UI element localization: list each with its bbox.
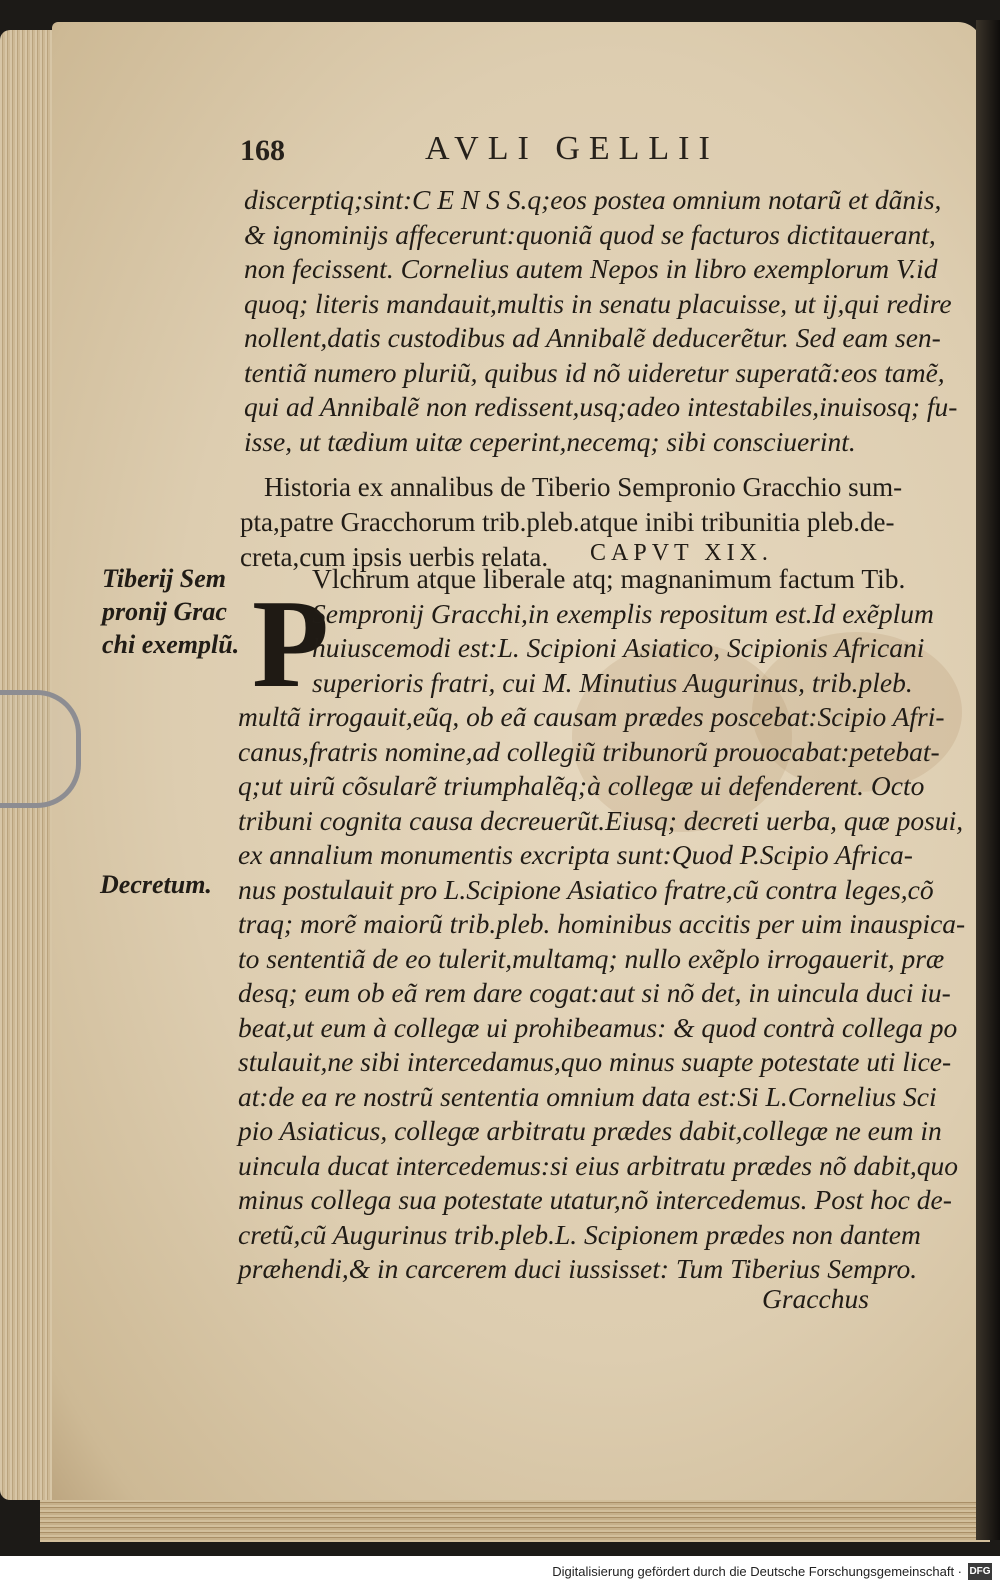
text-line: stulauit,ne sibi intercedamus,quo minus suapte potestate uti lice- bbox=[238, 1046, 952, 1077]
text-line: Vlchrum atque liberale atq; magnanimum factum Tib. bbox=[312, 563, 906, 594]
text-block-top bbox=[244, 183, 957, 459]
text-block-main bbox=[238, 700, 965, 1287]
text-line: desq; eum ob eã rem dare cogat:aut si nõ det, in uincula duci iu- bbox=[238, 977, 951, 1008]
text-line: non fecissent. Cornelius autem Nepos in libro exemplorum V.id bbox=[244, 253, 938, 284]
text-line: superioris fratri, cui M. Minutius Augurinus, trib.pleb. bbox=[312, 666, 913, 698]
text-line: & ignominijs affecerunt:quoniã quod se facturos dictitauerant, bbox=[244, 218, 936, 250]
text-block-indented bbox=[312, 562, 934, 700]
heading-line: pta,patre Gracchorum trib.pleb.atque inibi tribunitia pleb.de- bbox=[240, 507, 895, 537]
page-bottom-edge bbox=[40, 1500, 990, 1542]
margin-note-line: pronij Grac bbox=[102, 597, 227, 626]
text-line: Sempronij Gracchi,in exemplis repositum est.Id exẽplum bbox=[312, 597, 934, 629]
text-line: ex annalium monumentis excripta sunt:Quod P.Scipio Africa- bbox=[238, 839, 913, 870]
text-line: multã irrogauit,eũq, ob eã causam prædes poscebat:Scipio Afri- bbox=[238, 701, 945, 732]
drop-cap: P bbox=[252, 575, 329, 714]
page-number: 168 bbox=[240, 134, 285, 167]
text-line: tribuni cognita causa decreuerũt.Eiusq; decreti uerba, quæ posui, bbox=[238, 804, 964, 836]
text-line: canus,fratris nomine,ad collegiũ tribunorũ prouocabat:petebat- bbox=[238, 735, 940, 767]
heading-line: creta,cum ipsis uerbis relata. bbox=[240, 542, 549, 572]
catchword: Gracchus bbox=[762, 1283, 869, 1314]
text-line: minus collega sua potestate utatur,nõ intercedemus. Post hoc de- bbox=[238, 1184, 952, 1215]
margin-note-line: chi exemplũ. bbox=[102, 630, 240, 659]
dfg-logo-icon: DFG bbox=[968, 1563, 992, 1580]
text-line: quoq; literis mandauit,multis in senatu placuisse, ut ij,qui redire bbox=[244, 287, 952, 319]
heading-line: Historia ex annalibus de Tiberio Sempronio Gracchio sum- bbox=[264, 472, 903, 502]
margin-note bbox=[102, 562, 239, 661]
text-line: q;ut uirũ cõsularẽ triumphalẽq;à collegæ ui defenderent. Octo bbox=[238, 770, 925, 801]
footer-bar bbox=[0, 1556, 1000, 1590]
text-line: to sententiã de eo tulerit,multamq; nullo exẽplo irrogauerit, præ bbox=[238, 942, 945, 974]
text-line: isse, ut tædium uitæ ceperint,necemq; sibi consciuerint. bbox=[244, 425, 856, 457]
running-title: AVLI GELLII bbox=[425, 130, 719, 167]
text-line: tentiã numero pluriũ, quibus id nõ uideretur superatã:eos tamẽ, bbox=[244, 356, 945, 388]
text-line: huiuscemodi est:L. Scipioni Asiatico, Scipionis Africani bbox=[312, 632, 925, 663]
margin-note-line: Tiberij Sem bbox=[102, 564, 226, 593]
text-line: nus postulauit pro L.Scipione Asiatico fratre,cũ contra leges,cõ bbox=[238, 873, 934, 905]
text-line: cretũ,cũ Augurinus trib.pleb.L. Scipionem prædes non dantem bbox=[238, 1218, 921, 1250]
chapter-number: CAPVT XIX. bbox=[590, 540, 773, 566]
text-line: discerptiq;sint:C E N S S.q;eos postea omnium notarũ et dãnis, bbox=[244, 184, 942, 215]
text-line: traq; morẽ maiorũ trib.pleb. hominibus accitis per uim inauspica- bbox=[238, 908, 966, 939]
chapter-heading bbox=[240, 470, 903, 575]
binding-shadow bbox=[976, 20, 1000, 1540]
footer-credit: Digitalisierung gefördert durch die Deutsche Forschungsgemeinschaft · bbox=[552, 1564, 962, 1579]
text-line: nollent,datis custodibus ad Annibalẽ deducerẽtur. Sed eam sen- bbox=[244, 322, 941, 353]
text-line: pio Asiaticus, collegæ arbitratu prædes dabit,collegæ ne eum in bbox=[238, 1115, 942, 1146]
page-clip bbox=[0, 690, 81, 808]
running-head bbox=[240, 130, 880, 174]
text-line: qui ad Annibalẽ non redissent,usq;adeo intestabiles,inuisosq; fu- bbox=[244, 391, 958, 422]
text-line: at:de ea re nostrũ sententia omnium data est:Si L.Cornelius Sci bbox=[238, 1080, 937, 1112]
margin-note-decretum: Decretum. bbox=[100, 870, 212, 899]
text-line: uincula ducat intercedemus:si eius arbitratu prædes nõ dabit,quo bbox=[238, 1149, 959, 1181]
text-line: beat,ut eum à collegæ ui prohibeamus: & quod contrà collega po bbox=[238, 1011, 958, 1043]
text-line: præhendi,& in carcerem duci iussisset: Tum Tiberius Sempro. bbox=[238, 1253, 918, 1284]
